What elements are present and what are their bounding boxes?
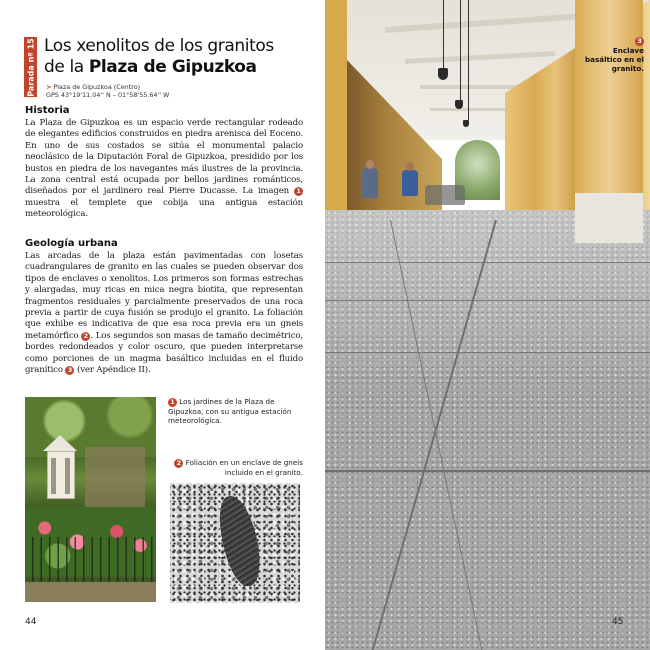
title-line2-prefix: de la <box>44 57 89 77</box>
historia-text-2: muestra el templete que cobija una antigua estación meteorológica. <box>25 197 303 220</box>
title-line2-bold: Plaza de Gipuzkoa <box>88 57 257 77</box>
caption-2 <box>168 458 303 477</box>
caption-3-badge: 3 <box>635 37 644 46</box>
caption-1-text: Los jardines de la Plaza de Gipuzkoa, con su antigua estación meteorológica. <box>168 397 292 425</box>
page-number-right: 45 <box>612 617 624 627</box>
paragraph-geologia <box>25 251 303 376</box>
stop-label: Parada nº 15 <box>26 38 36 97</box>
caption-2-badge: 2 <box>174 459 183 468</box>
chevron-right-icon: > <box>46 83 52 91</box>
ref-badge-3: 3 <box>65 366 74 375</box>
location-gps: GPS 43°19'11.04'' N – 01°58'55.64'' W <box>46 91 170 99</box>
historia-text-1: La Plaza de Gipuzkoa es un espacio verde rectangular rodeado de elegantes edificios construidos en piedra arenisca del Eoceno. En uno de sus costados se sitúa el monumental palacio neoclásico de la Diputación Foral de Gipuzkoa, presidido por los bustos en piedra de los navegantes más ilustres de la provincia. La zona central está ocupada por bellos jardines románticos, diseñados por el jardinero real Pierre Ducasse. La imagen <box>25 118 303 197</box>
photo-arcade <box>325 0 650 650</box>
granite-floor <box>325 210 650 650</box>
enclave-shape <box>214 492 266 589</box>
title-line1: Los xenolitos de los granitos <box>44 36 274 56</box>
location-block <box>46 83 169 99</box>
heading-historia: Historia <box>25 105 70 116</box>
page-number-left: 44 <box>25 617 37 627</box>
geologia-text-2: . Los segundos son masas de tamaño decimétrico, bordes redondeados y color oscuro, que pueden interpretarse como porciones de un magma basáltico incluidas en el fluido granítico <box>25 330 303 376</box>
kiosk-shape <box>43 435 77 515</box>
paragraph-historia <box>25 118 303 221</box>
heading-geologia: Geología urbana <box>25 238 118 249</box>
ref-badge-1: 1 <box>294 187 303 196</box>
caption-1-badge: 1 <box>168 398 177 407</box>
geologia-text-1: Las arcadas de la plaza están pavimentadas con losetas cuadrangulares de granito en las cuales se pueden observar dos tipos de enclaves o xenolitos. Los primeros son formas estrechas y alargadas, muy ricas en mica negra biotita, que representan fragmentos residuales y parcialmente preservados de una roca previa a partir de cuya fusión se produjo el granito. La foliación que exhibe es indicativa de que esa roca previa era un gneis metamórfico <box>25 251 303 341</box>
location-place: Plaza de Gipuzkoa (Centro) <box>53 83 141 91</box>
stop-tab <box>24 37 37 97</box>
caption-3-text: Enclave basáltico en el granito. <box>584 46 644 73</box>
ref-badge-2: 2 <box>81 332 90 341</box>
photo-gardens <box>25 397 156 602</box>
page-title <box>44 36 314 78</box>
photo-gneiss-enclave <box>170 483 300 603</box>
geologia-text-3: (ver Apéndice II). <box>77 365 151 376</box>
caption-1 <box>168 397 308 425</box>
caption-2-text: Foliación en un enclave de gneis incluido en el granito. <box>185 458 303 477</box>
caption-3 <box>584 36 644 73</box>
